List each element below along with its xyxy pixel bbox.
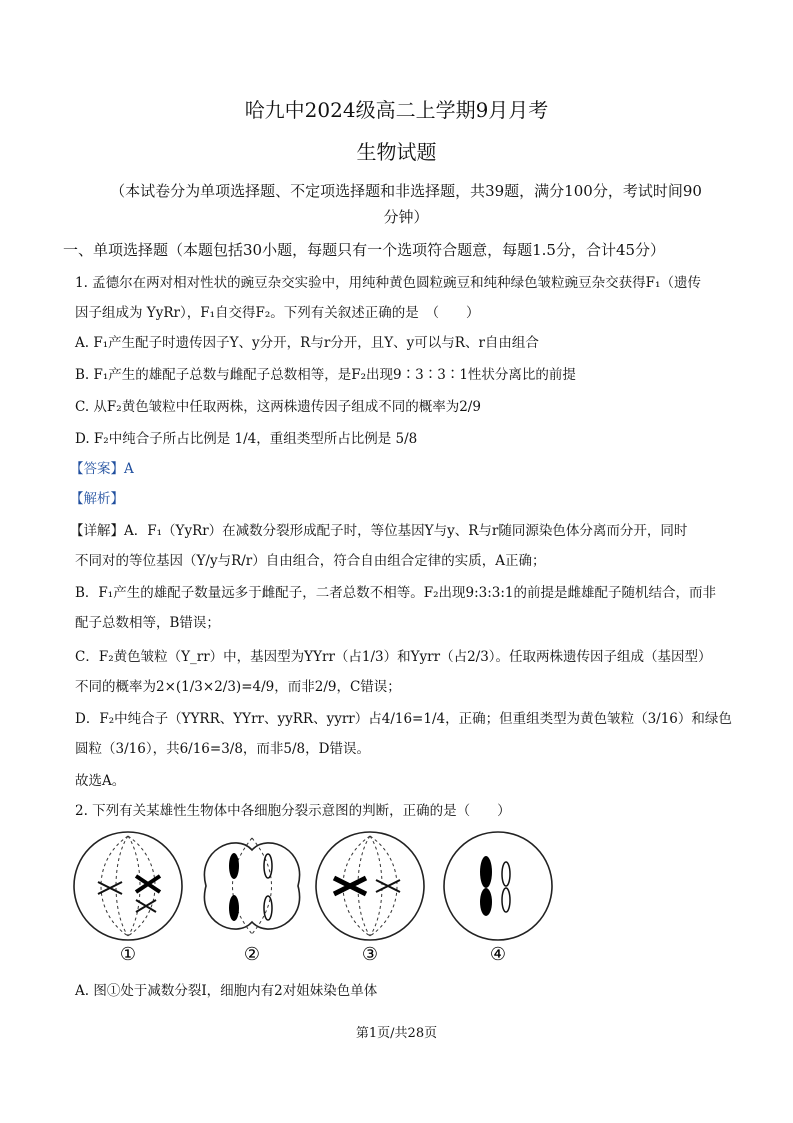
q1-detail-line-2: 不同对的等位基因（Y/y与R/r）自由组合，符合自由组合定律的实质，A正确； <box>75 553 546 569</box>
q1-detail-line-7: D．F₂中纯合子（YYRR、YYrr、yyRR、yyrr）占4/16=1/4，正确；但重组类型为黄色皱粒（3/16）和绿色 <box>75 711 732 727</box>
figure-label-3: ③ <box>361 944 379 965</box>
cell-figure-4 <box>444 832 552 965</box>
q1-detail-line-8: 圆粒（3/16），共6/16=3/8，而非5/8，D错误。 <box>75 741 370 757</box>
exam-note-line-2: 分钟） <box>383 208 429 226</box>
exam-note-line-1: （本试卷分为单项选择题、不定项选择题和非选择题，共39题，满分100分，考试时间90 <box>110 182 702 200</box>
q1-stem-line-1: 1. 孟德尔在两对相对性状的豌豆杂交实验中，用纯种黄色圆粒豌豆和纯种绿色皱粒豌豆杂交获得F₁（遗传 <box>75 275 701 291</box>
q1-option-d: D. F₂中纯合子所占比例是 1/4，重组类型所占比例是 5/8 <box>75 431 418 447</box>
figure-label-4: ④ <box>489 944 507 965</box>
exam-subtitle: 生物试题 <box>356 140 437 164</box>
q1-option-a: A. F₁产生配子时遗传因子Y、y分开，R与r分开，且Y、y可以与R、r自由组合 <box>75 335 539 351</box>
q1-detail-line-3: B．F₁产生的雄配子数量远多于雌配子，二者总数不相等。F₂出现9:3:3:1的前提是雌雄配子随机结合，而非 <box>75 585 716 601</box>
q1-stem-line-2: 因子组成为 YyRr），F₁自交得F₂。下列有关叙述正确的是 （ ） <box>75 305 480 321</box>
cell-figure-2 <box>204 838 299 965</box>
q2-option-a: A. 图①处于减数分裂Ⅰ，细胞内有2对姐妹染色单体 <box>75 983 378 999</box>
q1-option-b: B. F₁产生的雄配子总数与雌配子总数相等，是F₂出现9∶3∶3∶1性状分离比的前提 <box>75 367 576 383</box>
q1-detail-line-5: C．F₂黄色皱粒（Y_rr）中，基因型为YYrr（占1/3）和Yyrr（占2/3）。任取两株遗传因子组成（基因型） <box>75 649 712 665</box>
q1-option-c: C. 从F₂黄色皱粒中任取两株，这两株遗传因子组成不同的概率为2/9 <box>75 399 481 415</box>
q2-stem: 2. 下列有关某雄性生物体中各细胞分裂示意图的判断，正确的是（ ） <box>75 803 511 819</box>
q1-analysis-tag: 【解析】 <box>70 491 124 507</box>
page-footer: 第1页/共28页 <box>355 1026 438 1041</box>
section-heading: 一、单项选择题（本题包括30小题，每题只有一个选项符合题意，每题1.5分，合计45分） <box>63 241 666 259</box>
q1-answer: 【答案】A <box>70 461 134 477</box>
cell-figure-1 <box>74 832 182 965</box>
q1-detail-line-4: 配子总数相等，B错误； <box>75 615 220 631</box>
cell-division-figures <box>72 830 560 976</box>
q1-detail-line-6: 不同的概率为2×(1/3×2/3)=4/9，而非2/9，C错误； <box>75 679 401 695</box>
figure-label-1: ① <box>119 944 137 965</box>
cell-figure-3 <box>316 832 424 965</box>
q1-conclusion: 故选A。 <box>75 773 126 789</box>
exam-note <box>86 178 726 230</box>
figure-label-2: ② <box>243 944 261 965</box>
q1-detail-line-1: 【详解】A．F₁（YyRr）在减数分裂形成配子时，等位基因Y与y、R与r随同源染色体分离而分开，同时 <box>70 523 688 539</box>
exam-title: 哈九中2024级高二上学期9月月考 <box>244 98 549 122</box>
